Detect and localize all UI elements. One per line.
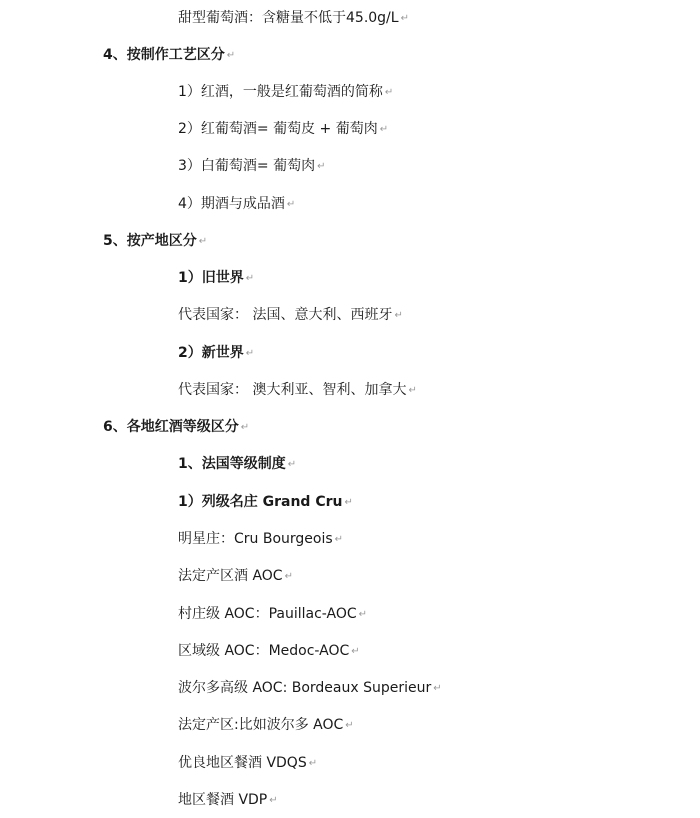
paragraph-mark-icon: ↵ <box>394 310 403 321</box>
heading-text: 6、各地红酒等级区分 <box>103 419 239 435</box>
paragraph-new-world-countries <box>178 380 417 400</box>
heading-section-5 <box>103 231 207 251</box>
subheading-old-world <box>178 268 254 288</box>
paragraph-mark-icon: ↵ <box>226 50 236 61</box>
paragraph-text: 代表国家： 澳大利亚、智利、加拿大 <box>178 382 407 398</box>
subheading-text: 1）旧世界 <box>178 270 244 286</box>
heading-text: 4、按制作工艺区分 <box>103 47 225 63</box>
paragraph-old-world-countries <box>178 305 403 325</box>
heading-section-4 <box>103 45 235 65</box>
paragraph-text: 村庄级 AOC：Pauillac-AOC <box>178 606 357 622</box>
subheading-france-classification <box>178 454 296 474</box>
paragraph-cru-bourgeois <box>178 529 343 549</box>
paragraph-white-wine-formula <box>178 156 325 176</box>
paragraph-village-aoc <box>178 604 367 624</box>
subheading-text: 1）列级名庄 Grand Cru <box>178 494 343 510</box>
paragraph-text: 3）白葡萄酒= 葡萄肉 <box>178 158 316 174</box>
paragraph-mark-icon: ↵ <box>317 161 326 172</box>
paragraph-mark-icon: ↵ <box>400 13 409 24</box>
paragraph-text: 波尔多高级 AOC: Bordeaux Superieur <box>178 680 432 696</box>
paragraph-text: 地区餐酒 VDP <box>178 792 268 808</box>
paragraph-red-wine-formula <box>178 119 388 139</box>
paragraph-mark-icon: ↵ <box>344 497 353 508</box>
paragraph-text: 4）期酒与成品酒 <box>178 196 285 212</box>
paragraph-mark-icon: ↵ <box>198 236 208 247</box>
paragraph-mark-icon: ↵ <box>334 534 344 545</box>
subheading-text: 1、法国等级制度 <box>178 456 286 472</box>
paragraph-mark-icon: ↵ <box>245 273 255 284</box>
paragraph-text: 优良地区餐酒 VDQS <box>178 755 307 771</box>
paragraph-mark-icon: ↵ <box>408 385 417 396</box>
paragraph-text: 代表国家： 法国、意大利、西班牙 <box>178 307 393 323</box>
paragraph-mark-icon: ↵ <box>269 795 278 806</box>
paragraph-mark-icon: ↵ <box>284 571 293 582</box>
paragraph-text: 法定产区:比如波尔多 AOC <box>178 717 344 733</box>
paragraph-mark-icon: ↵ <box>287 459 297 470</box>
paragraph-vdp <box>178 790 278 810</box>
paragraph-sweet-wine <box>178 8 409 28</box>
paragraph-text: 甜型葡萄酒：含糖量不低于45.0g/L <box>178 10 399 26</box>
paragraph-text: 2）红葡萄酒= 葡萄皮 + 葡萄肉 <box>178 121 378 137</box>
paragraph-regional-aoc <box>178 641 360 661</box>
heading-text: 5、按产地区分 <box>103 233 197 249</box>
paragraph-bordeaux-aoc <box>178 715 354 735</box>
paragraph-mark-icon: ↵ <box>345 720 354 731</box>
paragraph-text: 1）红酒，一般是红葡萄酒的简称 <box>178 84 383 100</box>
paragraph-mark-icon: ↵ <box>240 422 250 433</box>
paragraph-futures-wine <box>178 194 295 214</box>
paragraph-mark-icon: ↵ <box>433 683 442 694</box>
paragraph-text: 区域级 AOC：Medoc-AOC <box>178 643 350 659</box>
paragraph-bordeaux-superieur <box>178 678 442 698</box>
paragraph-mark-icon: ↵ <box>379 124 389 135</box>
paragraph-mark-icon: ↵ <box>384 87 394 98</box>
paragraph-mark-icon: ↵ <box>358 609 368 620</box>
subheading-new-world <box>178 343 254 363</box>
paragraph-mark-icon: ↵ <box>286 199 296 210</box>
heading-section-6 <box>103 417 249 437</box>
paragraph-mark-icon: ↵ <box>245 348 255 359</box>
paragraph-text: 法定产区酒 AOC <box>178 568 283 584</box>
paragraph-mark-icon: ↵ <box>308 758 318 769</box>
paragraph-text: 明星庄：Cru Bourgeois <box>178 531 333 547</box>
paragraph-vdqs <box>178 753 317 773</box>
paragraph-aoc <box>178 566 293 586</box>
paragraph-mark-icon: ↵ <box>351 646 360 657</box>
paragraph-red-wine <box>178 82 393 102</box>
subheading-grand-cru <box>178 492 353 512</box>
subheading-text: 2）新世界 <box>178 345 244 361</box>
